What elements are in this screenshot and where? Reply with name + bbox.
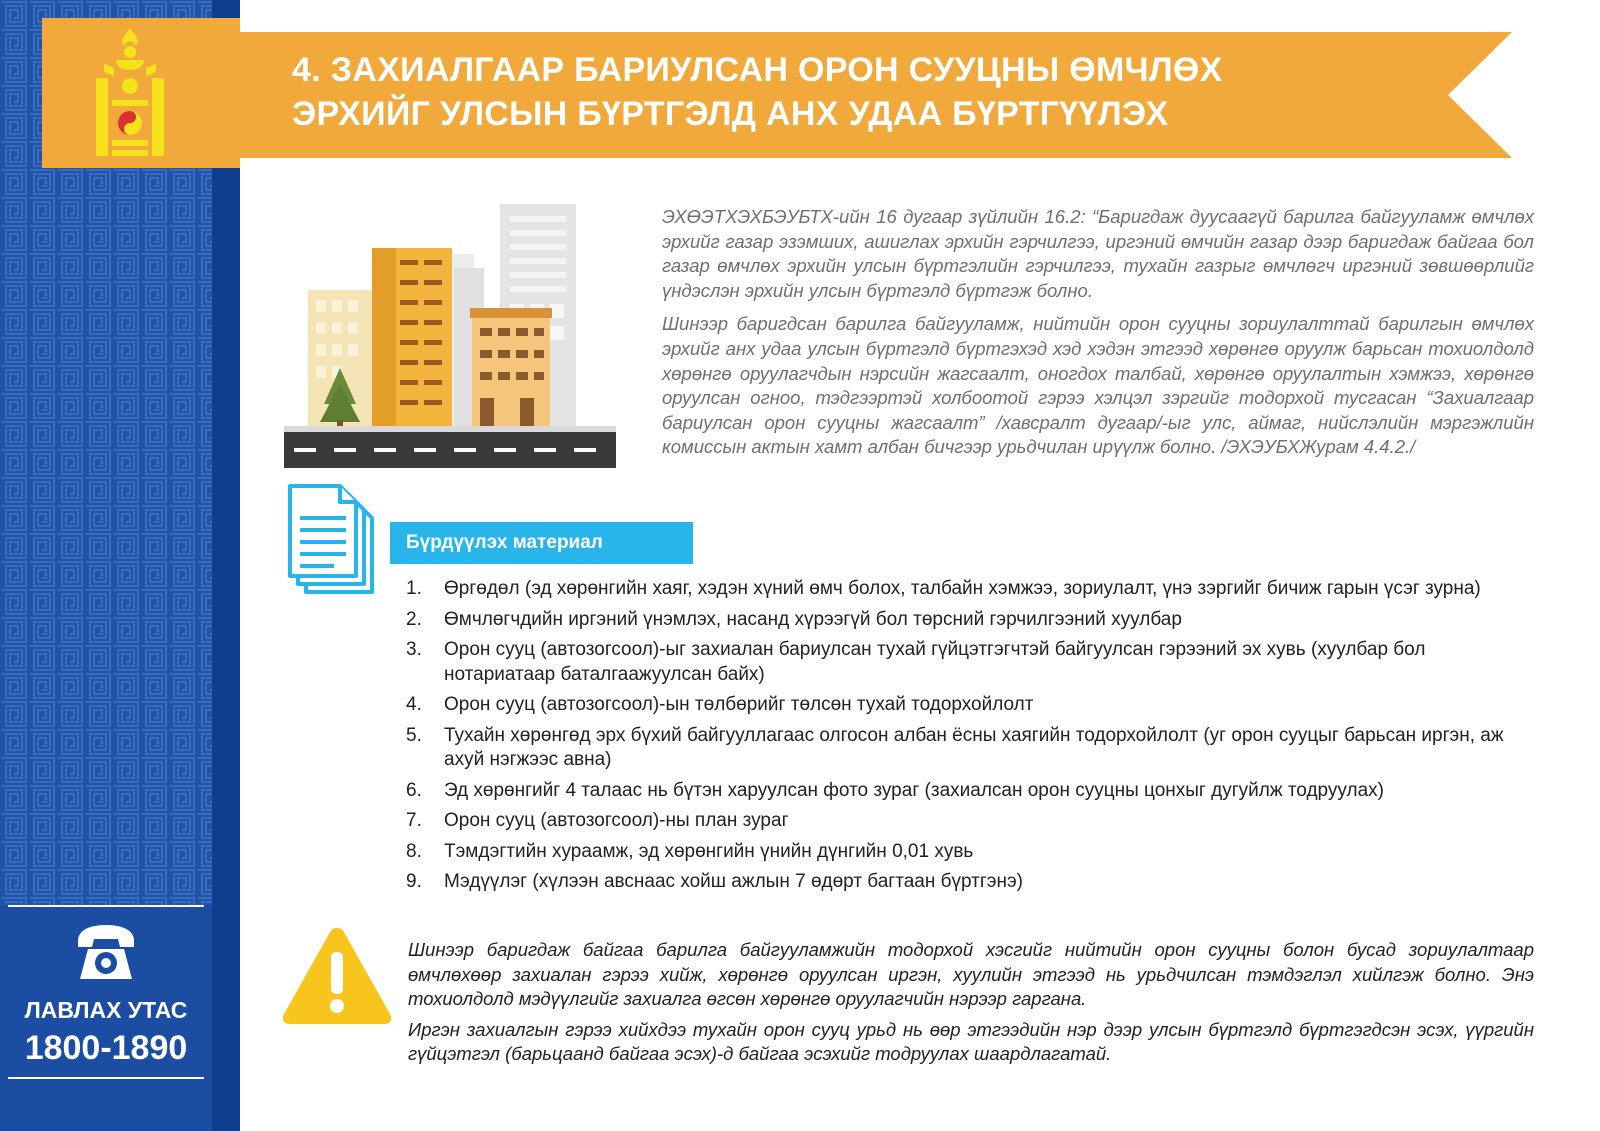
list-item: 1. Өргөдөл (эд хөрөнгийн хаяг, хэдэн хүний өмч болох, талбайн хэмжээ, зориулалт, үнэ зэргийг бичиж гарын үсэг зурна) bbox=[406, 578, 1481, 599]
intro-text bbox=[662, 205, 1534, 469]
soyombo-emblem-icon bbox=[96, 28, 164, 160]
warning-icon bbox=[280, 924, 394, 1028]
list-item: 9. Мэдүүлэг (хүлээн авснаас хойш ажлын 7 өдөрт багтаан бүртгэнэ) bbox=[406, 871, 1024, 892]
divider bbox=[8, 1077, 204, 1079]
warning-paragraph-2: Иргэн захиалгын гэрээ хийхдээ тухайн орон сууц урьд нь өөр этгээдийн нэр дээр улсын бүртгэлд бүртгэгдсэн эсэх, үүргийн гүйцэтгэл (барьцаанд байгаа эсэх)-д байгаа эсэхийг тодруулах шаардлагатай. bbox=[408, 1018, 1534, 1065]
hotline-label: ЛАВЛАХ УТАС bbox=[24, 997, 188, 1023]
list-item: 8. Тэмдэгтийн хураамж, эд хөрөнгийн үнийн дүнгийн 0,01 хувь bbox=[406, 840, 974, 862]
title-line-2: ЭРХИЙГ УЛСЫН БҮРТГЭЛД АНХ УДАА БҮРТГҮҮЛЭХ bbox=[292, 95, 1169, 133]
intro-paragraph-2: Шинээр баригдсан барилга байгууламж, нийтийн орон сууцны зориулалттай барилгын өмчлөх эрхийг анх удаа улсын бүртгэлд бүртгэхэд хэд хэдэн этгээд хөрөнгө оруулж барьсан тохиолдолд хөрөнгө оруулагчдын нэрсийн жагсаалт, оногдох талбай, хөрөнгө оруулалтын хэмжээ, хөрөнгө оруулсан огноо, тэдгээртэй холбоотой гэрээ хэлцэл зэргийг тодорхой тусгасан “Захиалгаар бариулсан орон сууцны жагсаалт” /хавсралт дугаар/-ыг улс, аймаг, нийслэлийн мэргэжлийн комиссын актын хамт албан бичгээр урьдчилан ирүүлж болно. /ЭХЭУБХЖурам 4.4.2./ bbox=[662, 313, 1534, 458]
sidebar bbox=[0, 0, 240, 1131]
list-item: 6. Эд хөрөнгийг 4 талаас нь бүтэн харуулсан фото зураг (захиалсан орон сууцны цонхыг дугуйлж тодруулах) bbox=[406, 779, 1384, 801]
city-buildings-illustration bbox=[284, 204, 616, 472]
hotline-box bbox=[0, 905, 212, 1131]
materials-heading: Бүрдүүлэх материал bbox=[390, 522, 693, 564]
list-item: 2. Өмчлөгчдийн иргэний үнэмлэх, насанд хүрээгүй бол төрсний гэрчилгээний хуулбар bbox=[406, 608, 1182, 630]
divider bbox=[8, 905, 204, 907]
sidebar-edge bbox=[212, 0, 240, 1131]
phone-icon bbox=[72, 919, 140, 987]
list-item: 4. Орон сууц (автозогсоол)-ын төлбөрийг төлсөн тухай тодорхойлолт bbox=[406, 694, 1034, 715]
list-item: 3. Орон сууц (автозогсоол)-ыг захиалан бариулсан тухай гүйцэтгэгчтэй байгуулсан гэрээний эх хувь (хуулбар бол нотариатаар баталгаажуулсан байх) bbox=[406, 639, 1426, 685]
list-item: 5. Тухайн хөрөнгөд эрх бүхий байгууллагаас олгосон албан ёсны хаягийн тодорхойлолт (уг орон сууцыг барьсан иргэн, аж ахуй нэгжээс авна) bbox=[406, 724, 1504, 770]
list-item: 7. Орон сууц (автозогсоол)-ны план зураг bbox=[406, 810, 789, 831]
page-title bbox=[292, 48, 1442, 136]
warning-text bbox=[408, 938, 1534, 1073]
intro-paragraph-1: ЭХӨЭТХЭХБЭУБТХ-ийн 16 дугаар зүйлийн 16.2: “Баригдаж дуусаагүй барилга байгууламж өмчлөх эрхийг газар эзэмших, ашиглах эрхийн гэрчилгээ, иргэний өмчийн газар дээр баригдаж байгаа бол газар өмчлөх эрхийн улсын бүртгэлийн гэрчилгээ, тухайн газрыг өмчлөгч иргэний зөвшөөрлийг үндэслэн эрхийн улсын бүртгэлд бүртгэж болно. bbox=[662, 206, 1534, 301]
warning-paragraph-1: Шинээр баригдаж байгаа барилга байгууламжийн тодорхой хэсгийг нийтийн орон сууцны болон бусад зориулалтаар өмчлөхөөр захиалан гэрээ хийж, хөрөнгө оруулсан иргэн, хуулийн этгээд нь урьдчилсан тэмдэглэл хийлгэж болно. Энэ тохиолдолд мэдүүлгийг захиалга өгсөн хөрөнгө оруулагчийн нэрээр гаргана. bbox=[408, 939, 1534, 1010]
hotline-number: 1800-1890 bbox=[24, 1029, 188, 1067]
title-line-1: 4. ЗАХИАЛГААР БАРИУЛСАН ОРОН СУУЦНЫ ӨМЧЛӨХ bbox=[292, 51, 1223, 89]
documents-icon bbox=[286, 482, 382, 598]
materials-list bbox=[402, 577, 1534, 901]
